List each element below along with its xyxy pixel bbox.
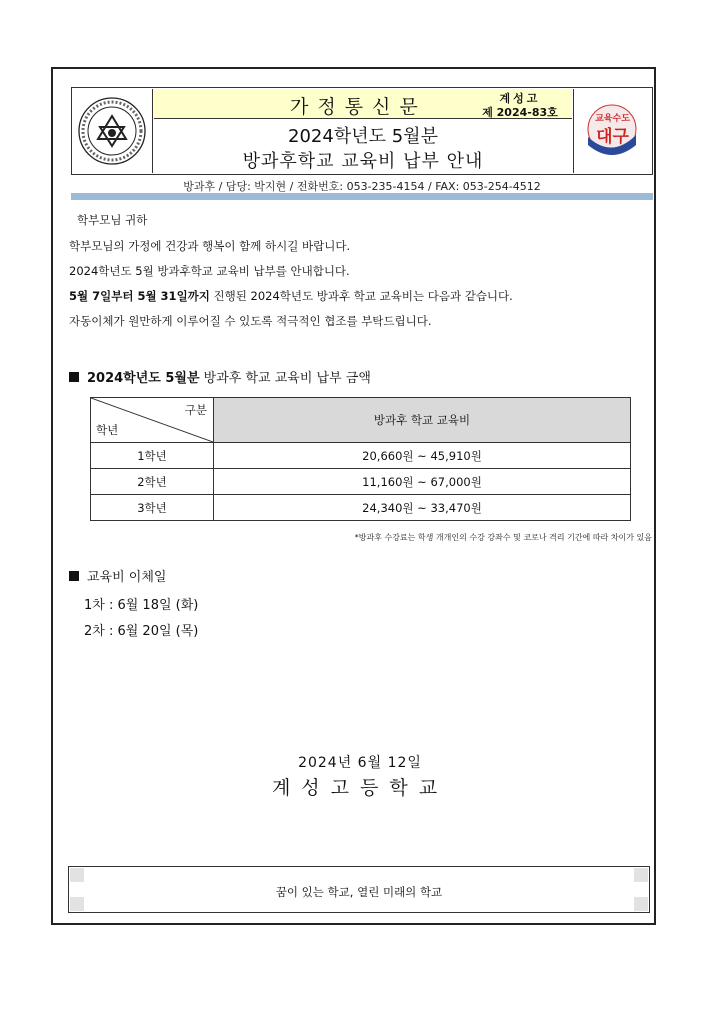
header-grade: 학년 bbox=[96, 423, 119, 437]
fee-note: *방과후 수강료는 학생 개개인의 수강 강좌수 및 코로나 격리 기간에 따라 차이가 있음 bbox=[354, 533, 652, 542]
right-logo-big: 대구 bbox=[596, 127, 629, 147]
school-emblem-icon bbox=[73, 89, 152, 173]
body-line-3 bbox=[69, 288, 513, 304]
table-row bbox=[91, 495, 631, 521]
grade-cell: 2학년 bbox=[91, 469, 214, 495]
newsletter-title: 가정통신문 bbox=[290, 96, 427, 118]
table-row bbox=[91, 443, 631, 469]
contact-info: 방과후 / 담당: 박지현 / 전화번호: 053-235-4154 / FAX: 053-254-4512 bbox=[183, 180, 541, 193]
header-fee: 방과후 학교 교육비 bbox=[214, 398, 631, 443]
body-line-1: 학부모님의 가정에 건강과 행복이 함께 하시길 바랍니다. bbox=[69, 239, 351, 253]
fee-cell: 20,660원 ~ 45,910원 bbox=[214, 443, 631, 469]
footer-corner bbox=[634, 868, 648, 882]
header-divider bbox=[71, 193, 653, 200]
issue-date: 2024년 6월 12일 bbox=[298, 755, 422, 771]
footer-corner bbox=[70, 868, 84, 882]
period-highlight: 5월 7일부터 5월 31일까지 bbox=[69, 289, 210, 303]
document-title-line2: 방과후학교 교육비 납부 안내 bbox=[242, 151, 484, 172]
header-category: 구분 bbox=[184, 403, 207, 417]
transfer-date-1: 1차 : 6월 18일 (화) bbox=[84, 598, 199, 613]
fee-cell: 24,340원 ~ 33,470원 bbox=[214, 495, 631, 521]
fee-section-title-bold: 2024학년도 5월분 bbox=[87, 371, 200, 386]
body-line-2: 2024학년도 5월 방과후학교 교육비 납부를 안내합니다. bbox=[69, 264, 350, 278]
square-bullet-icon bbox=[69, 571, 79, 581]
right-logo-small: 교육수도 bbox=[595, 114, 630, 124]
body-line-3-rest: 진행된 2024학년도 방과후 학교 교육비는 다음과 같습니다. bbox=[209, 289, 513, 303]
body-line-4: 자동이체가 원만하게 이루어질 수 있도록 적극적인 협조를 부탁드립니다. bbox=[69, 314, 432, 328]
transfer-section-title-text: 교육비 이체일 bbox=[87, 570, 167, 585]
table-row bbox=[91, 469, 631, 495]
issue-number: 제 2024-83호 bbox=[482, 106, 558, 119]
fee-table-header bbox=[91, 398, 631, 443]
school-name: 계성고등학교 bbox=[271, 777, 449, 799]
fee-section-title-rest: 방과후 학교 교육비 납부 금액 bbox=[199, 371, 371, 386]
fee-section-title bbox=[69, 367, 371, 386]
document-title-line1: 2024학년도 5월분 bbox=[288, 126, 438, 147]
transfer-section-title bbox=[69, 566, 166, 585]
grade-cell: 1학년 bbox=[91, 443, 214, 469]
transfer-date-2: 2차 : 6월 20일 (목) bbox=[84, 624, 199, 639]
school-slogan: 꿈이 있는 학교, 열린 미래의 학교 bbox=[275, 885, 443, 899]
grade-cell: 3학년 bbox=[91, 495, 214, 521]
school-emblem bbox=[73, 89, 153, 173]
fee-table bbox=[90, 397, 631, 521]
greeting: 학부모님 귀하 bbox=[77, 213, 148, 227]
diagonal-header-cell bbox=[91, 398, 214, 443]
fee-cell: 11,160원 ~ 67,000원 bbox=[214, 469, 631, 495]
issuing-org: 계성고 bbox=[499, 92, 541, 105]
square-bullet-icon bbox=[69, 372, 79, 382]
education-capital-logo bbox=[573, 89, 651, 173]
